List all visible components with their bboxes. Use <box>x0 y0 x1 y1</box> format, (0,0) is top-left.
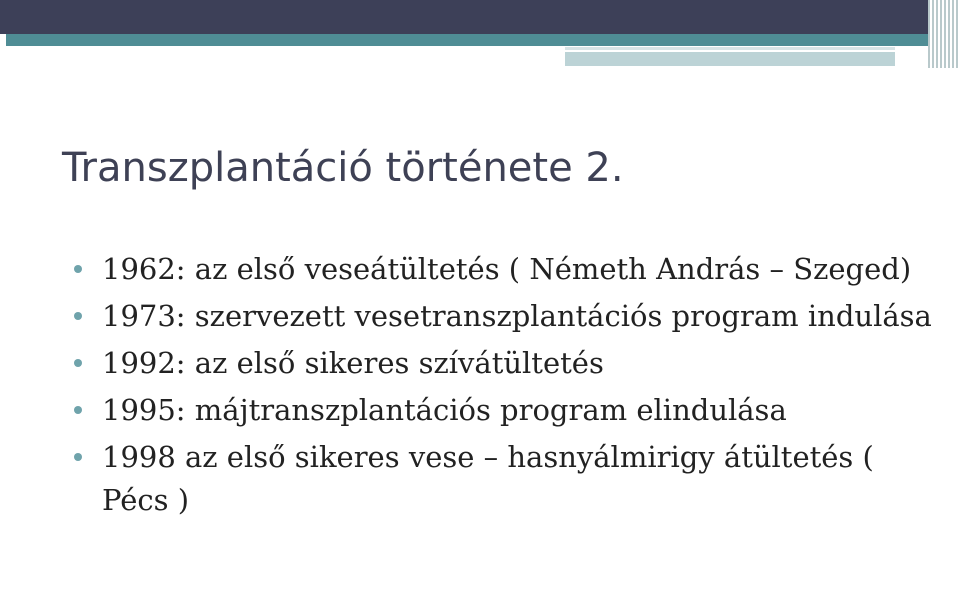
bullet-dot-icon <box>74 359 82 367</box>
bullet-dot-icon <box>74 406 82 414</box>
bullet-text: 1992: az első sikeres szívátültetés <box>102 346 604 380</box>
bullet-item <box>72 389 942 432</box>
bullet-item <box>72 436 942 522</box>
bullet-dot-icon <box>74 453 82 461</box>
header-accent-line <box>565 47 895 50</box>
bullet-text: 1962: az első veseátültetés ( Németh András – Szeged) <box>102 252 912 286</box>
slide-title: Transzplantáció története 2. <box>62 145 624 191</box>
header-band-light <box>565 52 895 66</box>
header-band-dark <box>0 0 960 34</box>
bullet-item <box>72 342 942 385</box>
header-band-teal <box>6 34 960 46</box>
bullet-item <box>72 295 942 338</box>
bullet-text: 1995: májtranszplantációs program elindulása <box>102 393 787 427</box>
header-stripes <box>928 0 960 68</box>
bullet-list <box>72 248 942 526</box>
bullet-item <box>72 248 942 291</box>
bullet-text: 1998 az első sikeres vese – hasnyálmirigy átültetés ( Pécs ) <box>102 440 874 517</box>
bullet-dot-icon <box>74 265 82 273</box>
bullet-text: 1973: szervezett vesetranszplantációs program indulása <box>102 299 932 333</box>
bullet-dot-icon <box>74 312 82 320</box>
